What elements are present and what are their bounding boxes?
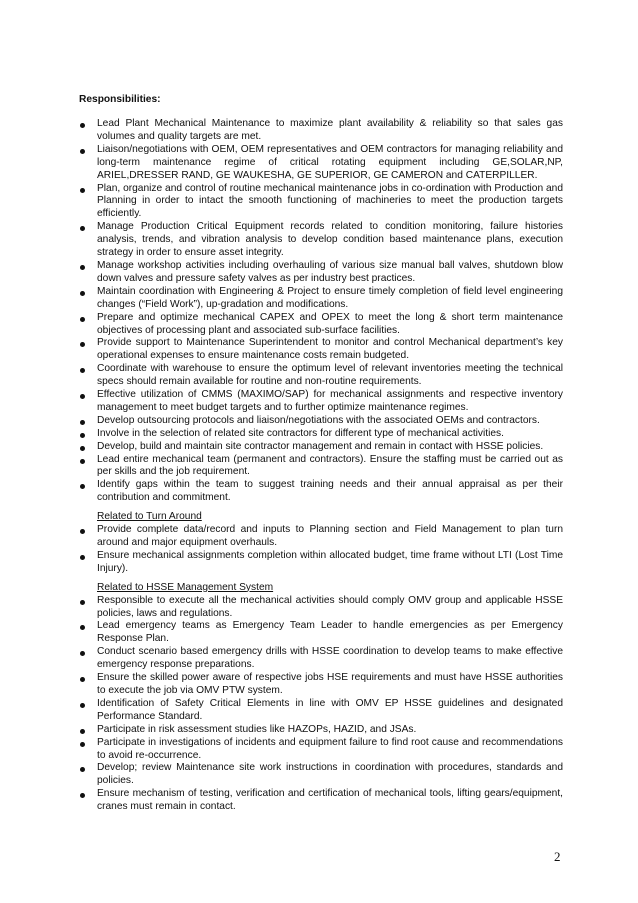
list-item <box>79 389 563 415</box>
responsibilities-heading: Responsibilities: <box>79 94 161 105</box>
list-item <box>79 415 563 428</box>
list-item <box>79 646 563 672</box>
list-item-text: Develop, build and maintain site contractor management and remain in contact with HSSE policies. <box>97 440 544 452</box>
list-item <box>79 441 563 454</box>
list-item <box>79 737 563 763</box>
list-item-text: Coordinate with warehouse to ensure the optimum level of relevant inventories meeting the technical specs should remain available for routine and non-routine requirements. <box>97 363 563 388</box>
bullet-icon <box>80 420 85 425</box>
page-number: 2 <box>554 849 561 864</box>
list-item-text: Effective utilization of CMMS (MAXIMO/SAP) for mechanical assignments and respective inventory management to meet budget targets and to further optimize maintenance regimes. <box>97 389 563 413</box>
list-item-text: Lead entire mechanical team (permanent and contractors). Ensure the staffing must be carried out as per skills and the job requirement. <box>97 453 563 478</box>
bullet-icon <box>80 555 85 560</box>
list-item <box>79 363 563 389</box>
list-item-text: Provide complete data/record and inputs to Planning section and Field Management to plan turn around and major equipment overhauls. <box>97 524 563 548</box>
bullet-icon <box>80 123 85 128</box>
list-item <box>79 620 563 646</box>
bullet-icon <box>80 188 85 193</box>
list-item <box>79 428 563 441</box>
bullet-icon <box>80 368 85 373</box>
hsse-list <box>79 595 563 814</box>
bullet-icon <box>80 529 85 534</box>
list-item <box>79 524 563 550</box>
list-item <box>79 454 563 480</box>
list-item-text: Ensure mechanical assignments completion within allocated budget, time frame without LTI (Lost Time Injury). <box>97 549 563 574</box>
list-item <box>79 312 563 338</box>
list-item <box>79 788 563 814</box>
turnaround-list <box>79 524 563 576</box>
list-item <box>79 260 563 286</box>
list-item-text: Manage workshop activities including overhauling of various size manual ball valves, shutdown blow down valves and pressure safety valves as per industry best practices. <box>97 259 563 284</box>
responsibilities-content <box>79 118 563 814</box>
bullet-icon <box>80 394 85 399</box>
list-item-text: Plan, organize and control of routine mechanical maintenance jobs in co-ordination with Production and Planning in order to intact the smooth functioning of machineries to meet the production targets efficiently. <box>97 182 563 220</box>
list-item-text: Responsible to execute all the mechanical activities should comply OMV group and applicable HSSE policies, laws and regulations. <box>97 594 563 619</box>
list-item <box>79 672 563 698</box>
bullet-icon <box>80 265 85 270</box>
list-item-text: Maintain coordination with Engineering & Project to ensure timely completion of field level engineering changes (“Field Work”), up-gradation and modifications. <box>97 285 563 310</box>
hsse-subheading: Related to HSSE Management System <box>97 581 274 593</box>
list-item <box>79 337 563 363</box>
turnaround-subheading: Related to Turn Around <box>97 511 202 523</box>
list-item <box>79 550 563 576</box>
list-item-text: Ensure the skilled power aware of respective jobs HSE requirements and must have HSSE authorities to execute the job via OMV PTW system. <box>97 672 563 696</box>
list-item-text: Develop; review Maintenance site work instructions in coordination with procedures, standards and policies. <box>97 762 563 787</box>
list-item-text: Participate in investigations of incidents and equipment failure to find root cause and recommendations to avoid re-occurrence. <box>97 736 563 761</box>
list-item <box>79 724 563 737</box>
bullet-icon <box>80 600 85 605</box>
list-item-text: Develop outsourcing protocols and liaison/negotiations with the associated OEMs and contractors. <box>97 414 540 426</box>
bullet-icon <box>80 767 85 772</box>
list-item-text: Participate in risk assessment studies like HAZOPs, HAZID, and JSAs. <box>97 723 417 735</box>
bullet-icon <box>80 149 85 154</box>
bullet-icon <box>80 446 85 451</box>
list-item-text: Identification of Safety Critical Elements in line with OMV EP HSSE guidelines and designated Performance Standard. <box>97 697 563 722</box>
bullet-icon <box>80 433 85 438</box>
list-item-text: Conduct scenario based emergency drills with HSSE coordination to develop teams to make effective emergency response preparations. <box>97 646 563 671</box>
list-item <box>79 698 563 724</box>
responsibilities-list <box>79 118 563 505</box>
list-item-text: Lead emergency teams as Emergency Team Leader to handle emergencies as per Emergency Response Plan. <box>97 620 563 645</box>
bullet-icon <box>80 484 85 489</box>
bullet-icon <box>80 742 85 747</box>
list-item <box>79 286 563 312</box>
list-item <box>79 479 563 505</box>
bullet-icon <box>80 677 85 682</box>
list-item <box>79 118 563 144</box>
list-item-text: Involve in the selection of related site contractors for different type of mechanical activities. <box>97 427 504 439</box>
list-item <box>79 221 563 260</box>
list-item-text: Ensure mechanism of testing, verification and certification of mechanical tools, lifting gears/equipment, cranes must remain in contact. <box>97 788 563 813</box>
list-item-text: Provide support to Maintenance Superintendent to monitor and control Mechanical department’s key operational expenses to ensure maintenance costs remain budgeted. <box>97 337 563 362</box>
bullet-icon <box>80 317 85 322</box>
list-item <box>79 762 563 788</box>
list-item <box>79 144 563 183</box>
list-item-text: Identify gaps within the team to suggest training needs and their annual appraisal as per their contribution and commitment. <box>97 479 563 504</box>
bullet-icon <box>80 459 85 464</box>
bullet-icon <box>80 625 85 630</box>
list-item-text: Prepare and optimize mechanical CAPEX and OPEX to meet the long & short term maintenance objectives of processing plant and associated sub-surface facilities. <box>97 311 563 336</box>
bullet-icon <box>80 793 85 798</box>
list-item-text: Liaison/negotiations with OEM, OEM representatives and OEM contractors for managing reliability and long-term maintenance regime of critical rotating equipment including GE,SOLAR,NP, ARIEL,DRESSER RAND, GE WAUKESHA, GE SUPERIOR, GE CAMERON and CATERPILLER. <box>97 143 563 181</box>
list-item-text: Lead Plant Mechanical Maintenance to maximize plant availability & reliability so that sales gas volumes and quality targets are met. <box>97 118 563 142</box>
bullet-icon <box>80 651 85 656</box>
list-item-text: Manage Production Critical Equipment records related to condition monitoring, failure histories analysis, trends, and vibration analysis to develop condition based maintenance plans, execution strategy in order to ensure asset integrity. <box>97 221 563 259</box>
bullet-icon <box>80 729 85 734</box>
bullet-icon <box>80 703 85 708</box>
bullet-icon <box>80 342 85 347</box>
bullet-icon <box>80 291 85 296</box>
list-item <box>79 183 563 222</box>
bullet-icon <box>80 226 85 231</box>
list-item <box>79 595 563 621</box>
